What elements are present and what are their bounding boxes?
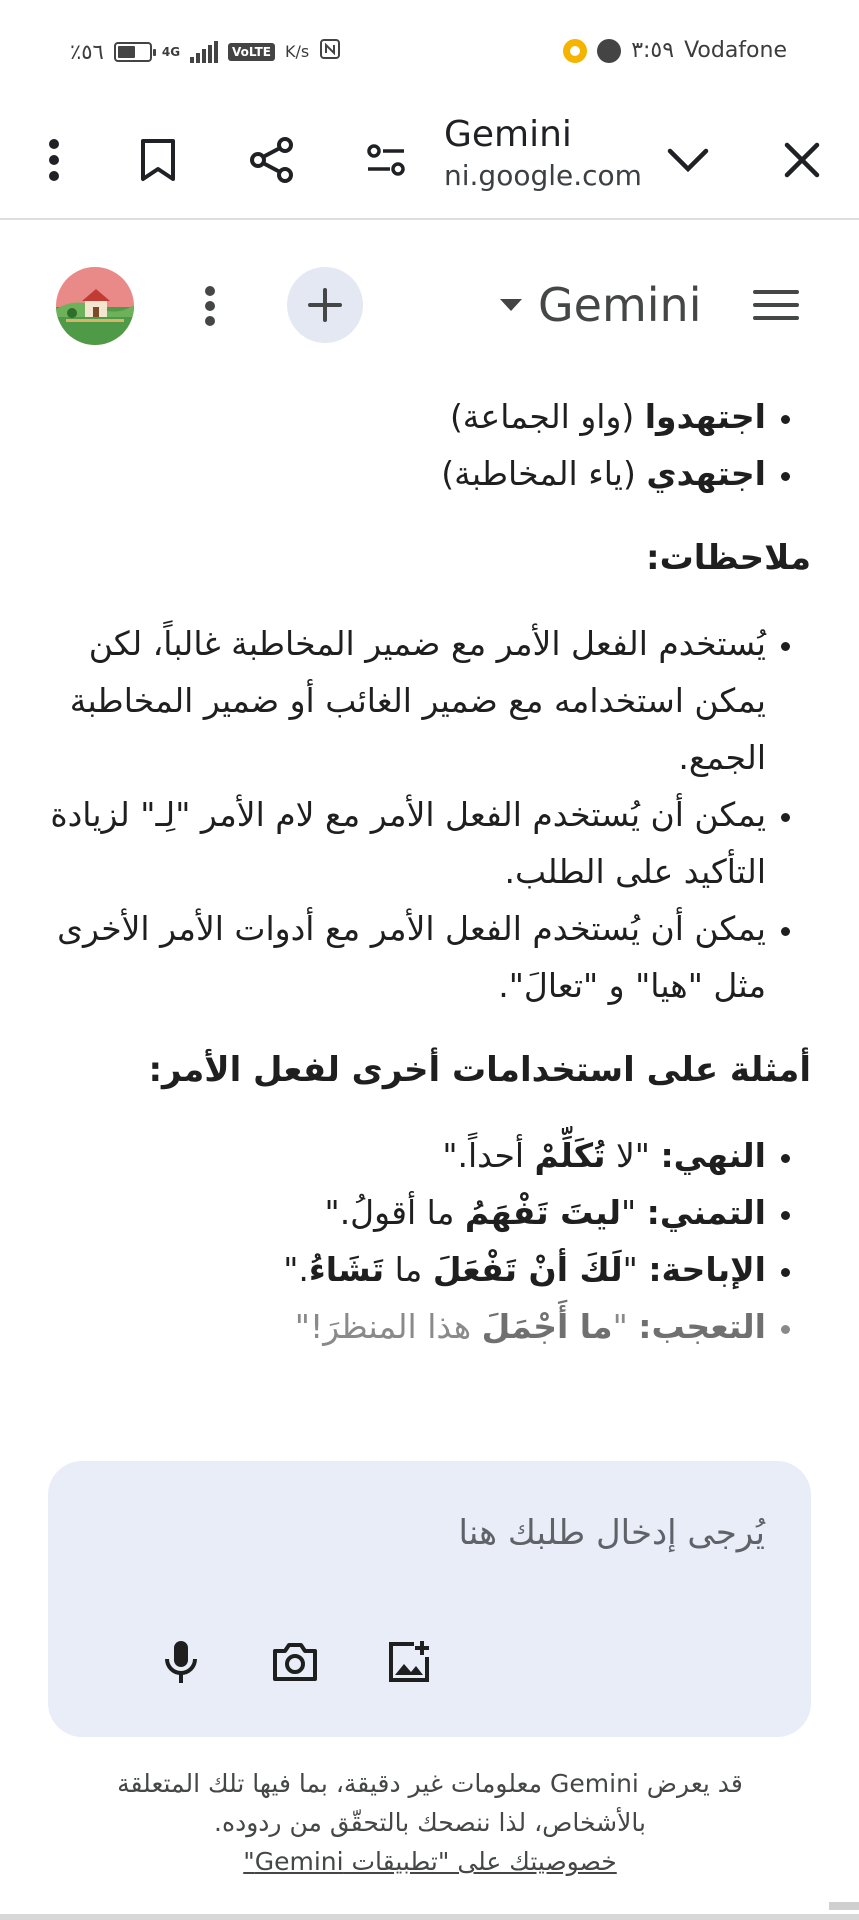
signal-icon: [190, 41, 218, 63]
item-bold: اجتهدوا: [644, 397, 766, 436]
example-text: أحداً.": [442, 1136, 535, 1175]
notes-list: [31, 615, 811, 1014]
menu-icon-line: [753, 290, 799, 294]
custom-tab-toolbar: [0, 100, 859, 220]
notes-heading: ملاحظات:: [645, 538, 811, 578]
account-avatar[interactable]: [56, 267, 134, 345]
volte-badge: VoLTE: [228, 43, 275, 61]
example-bold: ليتَ تَفْهَمُ: [464, 1193, 621, 1232]
battery-percent: ٪٥٦: [70, 39, 104, 64]
status-left-group: [70, 38, 341, 65]
close-icon: [783, 141, 821, 179]
add-photo-icon: [386, 1639, 432, 1685]
plus-icon: [308, 288, 342, 322]
example-bold: تَشَاءُ: [308, 1250, 385, 1289]
list-item: • يمكن أن يُستخدم الفعل الأمر مع لام الأمر "لِـ" لزيادة التأكيد على الطلب.: [31, 786, 766, 900]
list-item: [31, 388, 766, 445]
status-bar: [0, 0, 859, 100]
example-text: .": [283, 1250, 309, 1289]
item-bold: اجتهدي: [646, 454, 766, 493]
example-text: "لا: [605, 1136, 661, 1175]
disclaimer-line: قد يعرض Gemini معلومات غير دقيقة، بما فيها تلك المتعلقة: [117, 1769, 743, 1798]
bookmark-button[interactable]: [126, 128, 190, 192]
share-button[interactable]: [240, 128, 304, 192]
prompt-input-box[interactable]: [48, 1461, 811, 1737]
main-menu-button[interactable]: [744, 277, 808, 333]
camera-button[interactable]: [264, 1631, 326, 1693]
camera-icon: [271, 1641, 319, 1683]
item-text: (ياء المخاطبة): [441, 454, 647, 493]
network-speed: K/s: [284, 42, 310, 61]
disclaimer-footer: [60, 1764, 800, 1881]
list-item: [31, 445, 766, 502]
page-info-button[interactable]: [354, 128, 418, 192]
share-icon: [249, 137, 295, 183]
list-item: • يمكن أن يُستخدم الفعل الأمر مع أدوات الأمر الأخرى مثل "هيا" و "تعالَ".: [31, 900, 766, 1014]
response-content: [31, 388, 811, 1355]
example-text: هذا المنظرَ!": [294, 1307, 482, 1346]
close-tab-button[interactable]: [770, 128, 834, 192]
tune-icon: [366, 143, 406, 177]
list-item: [31, 1298, 766, 1355]
examples-list: [31, 1127, 811, 1355]
chevron-down-icon: [666, 146, 710, 174]
avatar-house-icon: [56, 267, 134, 345]
item-text: (واو الجماعة): [449, 397, 645, 436]
network-type: 4G: [161, 44, 181, 59]
example-label: التمني:: [646, 1193, 766, 1232]
prompt-placeholder[interactable]: يُرجى إدخال طلبك هنا: [458, 1513, 765, 1553]
example-text: ما أقولُ.": [324, 1193, 465, 1232]
bookmark-icon: [140, 138, 176, 182]
list-item: [31, 1184, 766, 1241]
new-chat-button[interactable]: [287, 267, 363, 343]
example-label: التعجب:: [638, 1307, 766, 1346]
model-selector[interactable]: [500, 272, 701, 338]
example-bold: لَكَ أنْ تَفْعَلَ: [432, 1250, 623, 1289]
minimize-tab-button[interactable]: [656, 128, 720, 192]
conjugation-list: [31, 388, 811, 502]
scrollbar-thumb[interactable]: [829, 1902, 859, 1910]
list-item: • يُستخدم الفعل الأمر مع ضمير المخاطبة غالباً، لكن يمكن استخدامه مع ضمير الغائب أو ضمير المخاطبة الجمع.: [31, 615, 766, 786]
tab-title-area[interactable]: [444, 112, 644, 194]
list-item: [31, 1127, 766, 1184]
voice-input-button[interactable]: [150, 1631, 212, 1693]
carrier-name: Vodafone: [684, 38, 787, 63]
example-text: ": [612, 1307, 639, 1346]
dropdown-caret-icon: [500, 299, 522, 311]
example-label: النهي:: [660, 1136, 766, 1175]
example-bold: ما أَجْمَلَ: [481, 1307, 613, 1346]
example-label: الإباحة:: [648, 1250, 766, 1289]
messenger-icon: [597, 39, 621, 63]
clock: ٣:٥٩: [631, 38, 675, 63]
tab-page-url: ni.google.com: [444, 159, 642, 192]
example-text: ": [620, 1193, 647, 1232]
battery-icon: [114, 42, 152, 62]
microphone-icon: [162, 1639, 200, 1685]
example-text: ما: [384, 1250, 433, 1289]
model-name: Gemini: [538, 278, 702, 332]
menu-icon-line: [753, 316, 799, 320]
nfc-icon: [319, 38, 341, 65]
privacy-link[interactable]: خصوصيتك على "تطبيقات Gemini": [243, 1847, 617, 1876]
notification-icon: [563, 39, 587, 63]
system-nav-bar: [0, 1914, 859, 1920]
example-bold: تُكَلِّمْ: [534, 1136, 606, 1175]
example-text: ": [622, 1250, 649, 1289]
disclaimer-line: بالأشخاص، لذا ننصحك بالتحقّق من ردوده.: [214, 1808, 646, 1837]
battery-fill: [118, 46, 135, 58]
examples-heading: أمثلة على استخدامات أخرى لفعل الأمر:: [148, 1050, 811, 1090]
status-right-group: [563, 38, 787, 63]
menu-icon-line: [753, 303, 799, 307]
list-item: [31, 1241, 766, 1298]
gemini-header: [0, 222, 859, 372]
add-image-button[interactable]: [378, 1631, 440, 1693]
overflow-menu-button[interactable]: [22, 128, 86, 192]
chat-options-button[interactable]: [180, 274, 240, 338]
more-vert-icon: [204, 285, 216, 327]
more-vert-icon: [48, 138, 60, 182]
tab-page-title: Gemini: [444, 114, 572, 155]
